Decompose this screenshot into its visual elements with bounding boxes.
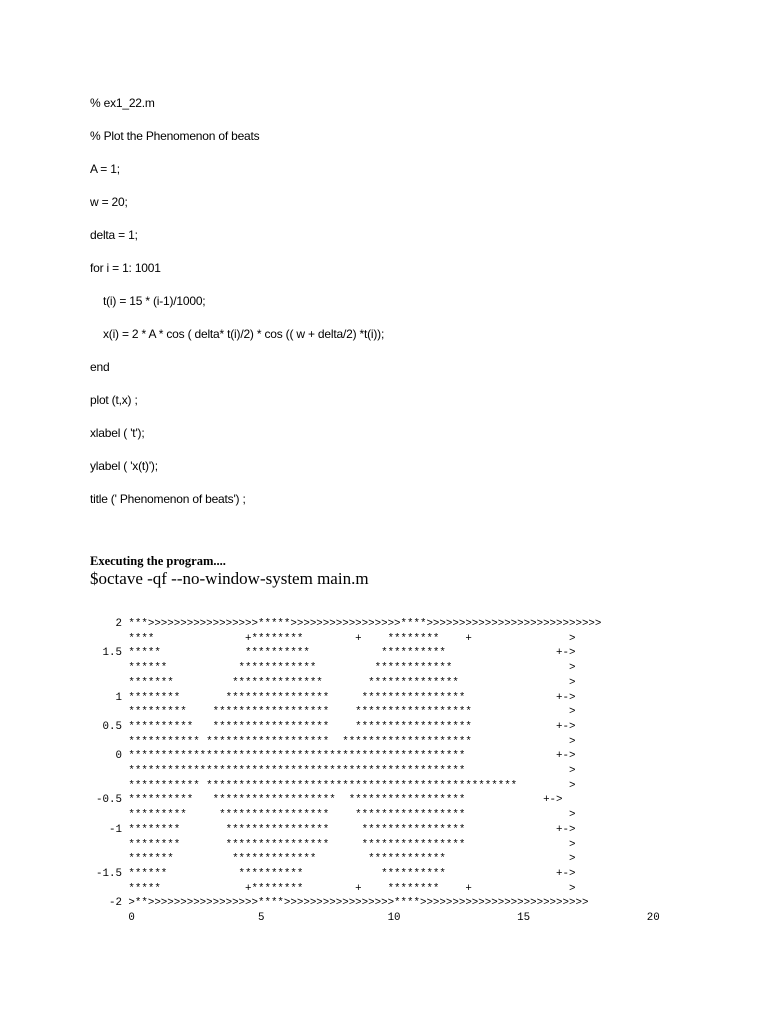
plot-row: **************************************************** > [96,765,576,778]
code-line-plot: plot (t,x) ; [90,393,138,407]
code-line-assign-a: A = 1; [90,162,120,176]
code-line-assign-delta: delta = 1; [90,228,138,242]
plot-row: ***** +******** + ******** + > [96,882,576,895]
code-line-assign-t: t(i) = 15 * (i-1)/1000; [103,294,206,308]
code-line-end: end [90,360,110,374]
code-line-title-comment: % Plot the Phenomenon of beats [90,129,260,143]
executing-heading: Executing the program.... [90,554,226,568]
plot-row: 2 ***>>>>>>>>>>>>>>>>>*****>>>>>>>>>>>>>>>>>****>>>>>>>>>>>>>>>>>>>>>>>>>>> [96,618,602,630]
ascii-plot-output [96,617,660,926]
code-line-for-loop: for i = 1: 1001 [90,261,161,275]
plot-row: 1.5 ***** ********** ********** +-> [96,647,576,660]
plot-x-axis-ticks: 0 5 10 15 20 [96,912,660,925]
plot-row: -2 >**>>>>>>>>>>>>>>>>>****>>>>>>>>>>>>>>>>>****>>>>>>>>>>>>>>>>>>>>>>>>>> [96,897,589,910]
plot-row: ******** **************** **************** > [96,838,576,851]
plot-row: -0.5 ********** ******************* ****************** +-> [96,794,563,807]
plot-row: *********** ************************************************ > [96,779,576,792]
plot-row: 1 ******** **************** **************** +-> [96,691,576,704]
code-line-assign-x: x(i) = 2 * A * cos ( delta* t(i)/2) * cos (( w + delta/2) *t(i)); [103,327,385,341]
code-line-filename-comment: % ex1_22.m [90,96,155,110]
plot-row: ****** ************ ************ > [96,662,576,675]
plot-row: -1.5 ****** ********** ********** +-> [96,867,576,880]
code-line-xlabel: xlabel ( 't'); [90,426,145,440]
code-line-ylabel: ylabel ( 'x(t)'); [90,459,158,473]
plot-row: 0 **************************************************** +-> [96,750,576,763]
plot-row: *********** ******************* ******************** > [96,735,576,748]
plot-row: ******* ************** ************** > [96,676,576,689]
octave-command: $octave -qf --no-window-system main.m [90,569,369,588]
plot-row: ******* ************* ************ > [96,853,576,866]
plot-row: -1 ******** **************** **************** +-> [96,823,576,836]
plot-row: ********* ****************** ****************** > [96,706,576,719]
code-line-title: title (' Phenomenon of beats') ; [90,492,246,506]
plot-row: ********* ***************** ***************** > [96,809,576,822]
plot-row: 0.5 ********** ****************** ****************** +-> [96,720,576,733]
plot-row: **** +******** + ******** + > [96,632,576,645]
code-line-assign-w: w = 20; [90,195,128,209]
